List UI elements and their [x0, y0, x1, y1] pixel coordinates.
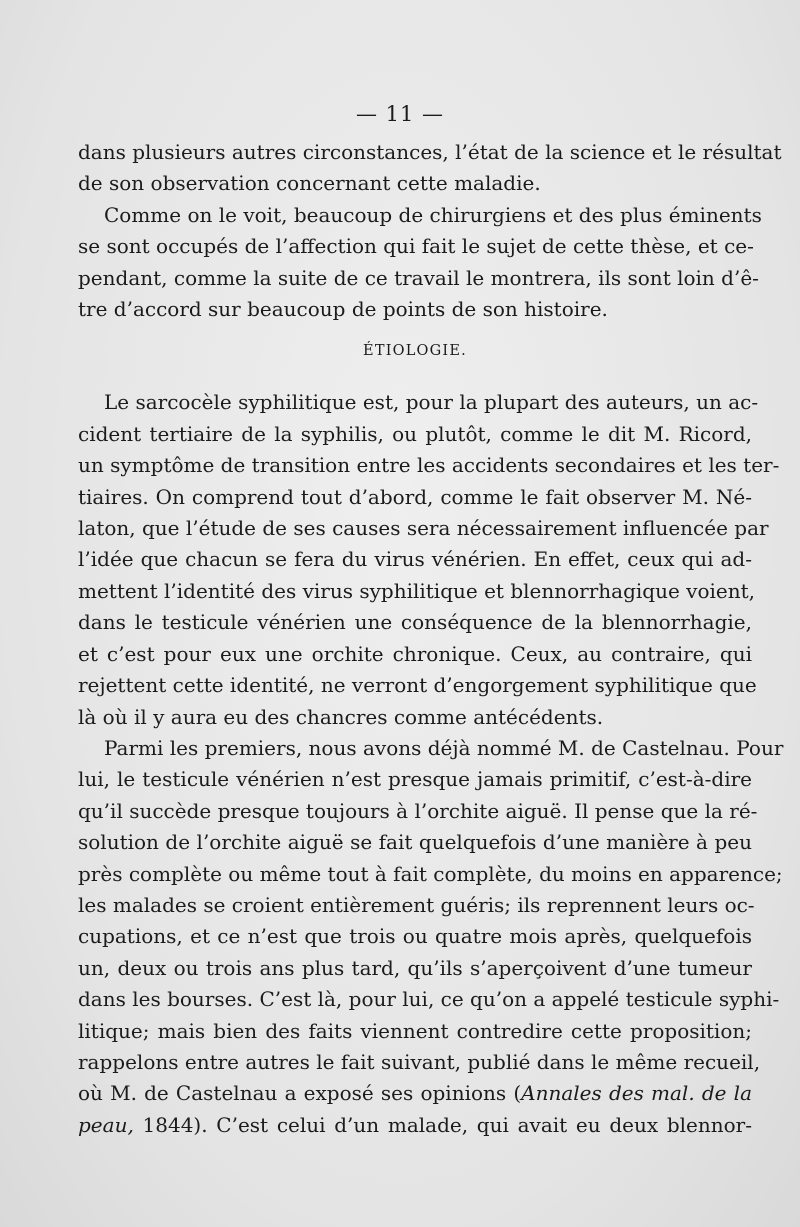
body-text [78, 137, 784, 1141]
citation-italic: peau, [78, 1112, 134, 1137]
text-line: Le sarcocèle syphilitique est, pour la plupart des auteurs, un ac- [104, 390, 759, 415]
text-line: Parmi les premiers, nous avons déjà nommé M. de Castelnau. Pour [104, 735, 784, 760]
text-line: tiaires. On comprend tout d’abord, comme le fait observer M. Né- [78, 484, 752, 509]
text-line: rejettent cette identité, ne verront d’engorgement syphilitique que [78, 673, 757, 698]
citation-italic: Annales des mal. de la [521, 1081, 752, 1106]
text-line: Comme on le voit, beaucoup de chirurgiens et des plus éminents [104, 202, 762, 227]
text-line: dans plusieurs autres circonstances, l’état de la science et le résultat [78, 140, 782, 164]
paragraph-3 [78, 387, 780, 732]
text-line: solution de l’orchite aiguë se fait quelquefois d’une manière à peu [78, 830, 752, 855]
text-line: près complète ou même tout à fait complète, du moins en apparence; [78, 861, 783, 886]
text-line: les malades se croient entièrement guéris; ils reprennent leurs oc- [78, 892, 755, 917]
paragraph-2 [78, 200, 762, 326]
text-line: qu’il succède presque toujours à l’orchite aiguë. Il pense que la ré- [78, 798, 758, 823]
text-line: mettent l’identité des virus syphilitique et blennorrhagique voient, [78, 578, 756, 603]
text-line: et c’est pour eux une orchite chronique. Ceux, au contraire, qui [78, 641, 752, 666]
page-number: — 11 — [355, 102, 445, 126]
text-line: cupations, et ce n’est que trois ou quatre mois après, quelquefois [78, 924, 752, 949]
text-line: pendant, comme la suite de ce travail le montrera, ils sont loin d’ê- [78, 265, 759, 290]
text-line: là où il y aura eu des chancres comme antécédents. [78, 704, 604, 729]
text-line: un, deux ou trois ans plus tard, qu’ils s’aperçoivent d’une tumeur [78, 955, 752, 980]
text-line: lui, le testicule vénérien n’est presque jamais primitif, c’est-à-dire [78, 767, 752, 792]
text-line [78, 1078, 752, 1109]
text-line: rappelons entre autres le fait suivant, publié dans le même recueil, [78, 1049, 761, 1074]
text-fragment: où M. de Castelnau a exposé ses opinions ( [78, 1081, 522, 1106]
text-line [78, 1110, 752, 1141]
text-line: un symptôme de transition entre les accidents secondaires et les ter- [78, 453, 780, 478]
paragraph-4 [78, 733, 784, 1141]
text-line: laton, que l’étude de ses causes sera nécessairement influencée par [78, 516, 769, 541]
text-line: l’idée que chacun se fera du virus vénérien. En effet, ceux qui ad- [78, 547, 752, 572]
text-line: litique; mais bien des faits viennent contredire cette proposition; [78, 1018, 752, 1043]
paragraph-1 [78, 137, 782, 200]
text-fragment: 1844). C’est celui d’un malade, qui avait eu deux blennor- [133, 1112, 752, 1137]
section-heading: ÉTIOLOGIE. [363, 343, 467, 360]
text-line: dans le testicule vénérien une conséquence de la blennorrhagie, [78, 610, 752, 635]
text-line: tre d’accord sur beaucoup de points de son histoire. [78, 297, 608, 322]
text-line: cident tertiaire de la syphilis, ou plutôt, comme le dit M. Ricord, [78, 421, 752, 446]
text-line: de son observation concernant cette maladie. [78, 171, 541, 196]
text-line: se sont occupés de l’affection qui fait le sujet de cette thèse, et ce- [78, 234, 754, 259]
text-line: dans les bourses. C’est là, pour lui, ce qu’on a appelé testicule syphi- [78, 987, 780, 1012]
